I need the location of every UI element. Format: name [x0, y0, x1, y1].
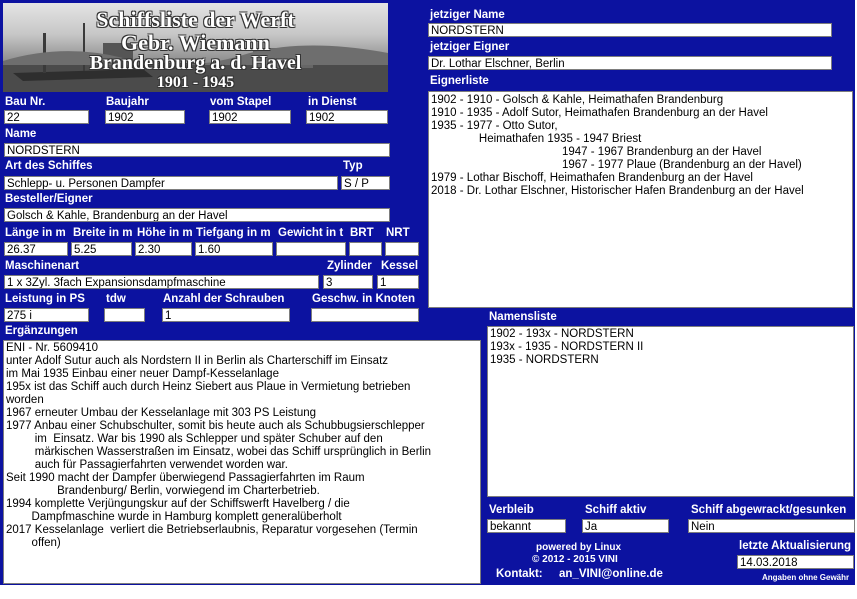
kontakt-email-link[interactable]: an_VINI@online.de	[559, 568, 663, 580]
hoehe-label: Höhe in m	[137, 227, 193, 239]
eignerliste-line: 2018 - Dr. Lothar Elschner, Historischer Hafen Brandenburg an der Havel	[431, 185, 804, 197]
ergaenzungen-line: 195x ist das Schiff auch durch Heinz Siebert aus Plaue in Vermietung betrieben	[6, 381, 411, 393]
ergaenzungen-line: im Einsatz. War bis 1990 als Schlepper und später Schuber auf den	[6, 433, 383, 445]
hoehe-field[interactable]: 2.30	[135, 242, 192, 256]
eignerliste-line: 1979 - Lothar Bischoff, Heimathafen Brandenburg an der Havel	[431, 172, 753, 184]
vom-stapel-label: vom Stapel	[210, 96, 272, 108]
banner-location: Brandenburg a. d. Havel	[89, 52, 302, 74]
ergaenzungen-line: 1967 erneuter Umbau der Kesselanlage mit 303 PS Leistung	[6, 407, 317, 419]
powered-by-text: powered by Linux	[536, 542, 622, 553]
eignerliste-textarea[interactable]	[428, 91, 853, 308]
zylinder-label: Zylinder	[327, 260, 372, 272]
ergaenzungen-line: im Mai 1935 Einbau einer neuer Dampf-Kesselanlage	[6, 368, 279, 380]
jetziger-eigner-label: jetziger Eigner	[430, 41, 510, 53]
eignerliste-line: 1910 - 1935 - Adolf Sutor, Heimathafen Brandenburg an der Havel	[431, 107, 768, 119]
kontakt-label: Kontakt:	[496, 568, 543, 580]
ergaenzungen-line: 1977 Anbau einer Schubschulter, somit bis heute auch als Schubbugsierschlepper	[6, 420, 425, 432]
gewicht-label: Gewicht in t	[278, 227, 344, 239]
maschinenart-field[interactable]: 1 x 3Zyl. 3fach Expansionsdampfmaschine	[4, 275, 319, 289]
ergaenzungen-line: worden	[6, 394, 44, 406]
nrt-label: NRT	[386, 227, 410, 239]
kessel-field[interactable]: 1	[377, 275, 419, 289]
eignerliste-line: 1935 - 1977 - Otto Sutor,	[431, 120, 558, 132]
nrt-field[interactable]	[385, 242, 419, 256]
banner-years: 1901 - 1945	[156, 74, 235, 91]
eignerliste-line: 1902 - 1910 - Golsch & Kahle, Heimathafen Brandenburg	[431, 94, 724, 106]
baujahr-field[interactable]: 1902	[105, 110, 185, 124]
eignerliste-label: Eignerliste	[430, 75, 489, 87]
eignerliste-line: Heimathafen 1935 - 1947 Briest	[431, 133, 642, 145]
abgewrackt-field[interactable]: Nein	[688, 519, 855, 533]
schiff-aktiv-field[interactable]: Ja	[582, 519, 669, 533]
disclaimer-text: Angaben ohne Gewähr	[762, 573, 850, 582]
in-dienst-label: in Dienst	[308, 96, 357, 108]
tiefgang-label: Tiefgang in m	[196, 227, 271, 239]
tdw-label: tdw	[106, 293, 126, 305]
ergaenzungen-label: Ergänzungen	[5, 325, 78, 337]
eignerliste-line: 1947 - 1967 Brandenburg an der Havel	[431, 146, 762, 158]
art-label: Art des Schiffes	[5, 160, 93, 172]
ergaenzungen-line: ENI - Nr. 5609410	[6, 342, 99, 354]
geschw-field[interactable]	[311, 308, 419, 322]
gewicht-field[interactable]	[276, 242, 346, 256]
ergaenzungen-line: auch für Passagierfahrten verwendet worden war.	[6, 459, 288, 471]
ergaenzungen-line: 2017 Kesselanlage verliert die Betriebserlaubnis, Reparatur vorgesehen (Termin	[6, 524, 418, 536]
namensliste-line: 193x - 1935 - NORDSTERN II	[490, 341, 644, 353]
leistung-field[interactable]: 275 i	[4, 308, 89, 322]
typ-field[interactable]: S / P	[341, 176, 390, 190]
ergaenzungen-line: unter Adolf Sutur auch als Nordstern II in Berlin als Charterschiff im Einsatz	[6, 355, 389, 367]
bau-nr-field[interactable]: 22	[4, 110, 89, 124]
banner-shipyard-name: Gebr. Wiemann	[121, 30, 270, 55]
schrauben-field[interactable]: 1	[162, 308, 290, 322]
ergaenzungen-line: offen)	[6, 537, 61, 549]
schrauben-label: Anzahl der Schrauben	[163, 293, 285, 305]
ergaenzungen-line: märkischen Wasserstraßen im Einsatz, wobei das Schiff ursprünglich in Berlin	[6, 446, 432, 458]
ergaenzungen-line: Brandenburg/ Berlin, vorwiegend im Charterbetrieb.	[6, 485, 320, 497]
ergaenzungen-line: 1994 komplette Verjüngungskur auf der Schiffswerft Havelberg / die	[6, 498, 350, 510]
kessel-label: Kessel	[381, 260, 419, 272]
ergaenzungen-line: Dampfmaschine wurde in Hamburg komplett generalüberholt	[6, 511, 342, 523]
schiff-aktiv-label: Schiff aktiv	[585, 504, 647, 516]
letzte-aktualisierung-label: letzte Aktualisierung	[739, 540, 852, 552]
baujahr-label: Baujahr	[106, 96, 149, 108]
tiefgang-field[interactable]: 1.60	[195, 242, 273, 256]
abgewrackt-label: Schiff abgewrackt/gesunken	[691, 504, 847, 516]
leistung-label: Leistung in PS	[5, 293, 85, 305]
in-dienst-field[interactable]: 1902	[306, 110, 388, 124]
breite-label: Breite in m	[73, 227, 133, 239]
laenge-label: Länge in m	[5, 227, 66, 239]
namensliste-label: Namensliste	[489, 311, 557, 323]
brt-label: BRT	[350, 227, 374, 239]
ergaenzungen-line: Seit 1990 macht der Dampfer überwiegend Passagierfahrten im Raum	[6, 472, 365, 484]
namensliste-line: 1902 - 193x - NORDSTERN	[490, 328, 634, 340]
eignerliste-line: 1967 - 1977 Plaue (Brandenburg an der Havel)	[431, 159, 802, 171]
typ-label: Typ	[343, 160, 363, 172]
verbleib-field[interactable]: bekannt	[487, 519, 566, 533]
banner-title: Schiffsliste der Werft	[96, 7, 295, 32]
art-field[interactable]: Schlepp- u. Personen Dampfer	[4, 176, 338, 190]
ergaenzungen-textarea[interactable]	[3, 340, 481, 584]
maschinenart-label: Maschinenart	[5, 260, 80, 272]
geschw-label: Geschw. in Knoten	[312, 293, 416, 305]
verbleib-label: Verbleib	[489, 504, 534, 516]
zylinder-field[interactable]: 3	[323, 275, 373, 289]
tdw-field[interactable]	[104, 308, 145, 322]
shipyard-banner-image	[3, 3, 388, 92]
copyright-text: © 2012 - 2015 VINI	[532, 554, 618, 565]
namensliste-line: 1935 - NORDSTERN	[490, 354, 599, 366]
jetziger-name-field[interactable]: NORDSTERN	[428, 23, 832, 37]
bau-nr-label: Bau Nr.	[5, 96, 46, 108]
jetziger-name-label: jetziger Name	[430, 9, 505, 21]
vom-stapel-field[interactable]: 1902	[209, 110, 291, 124]
besteller-label: Besteller/Eigner	[5, 193, 93, 205]
laenge-field[interactable]: 26.37	[4, 242, 68, 256]
brt-field[interactable]	[349, 242, 382, 256]
name-label: Name	[5, 128, 37, 140]
breite-field[interactable]: 5.25	[71, 242, 132, 256]
besteller-field[interactable]: Golsch & Kahle, Brandenburg an der Havel	[4, 208, 390, 222]
name-field[interactable]: NORDSTERN	[4, 143, 390, 157]
letzte-aktualisierung-field[interactable]: 14.03.2018	[737, 555, 854, 569]
jetziger-eigner-field[interactable]: Dr. Lothar Elschner, Berlin	[428, 56, 832, 70]
namensliste-textarea[interactable]	[487, 326, 854, 497]
